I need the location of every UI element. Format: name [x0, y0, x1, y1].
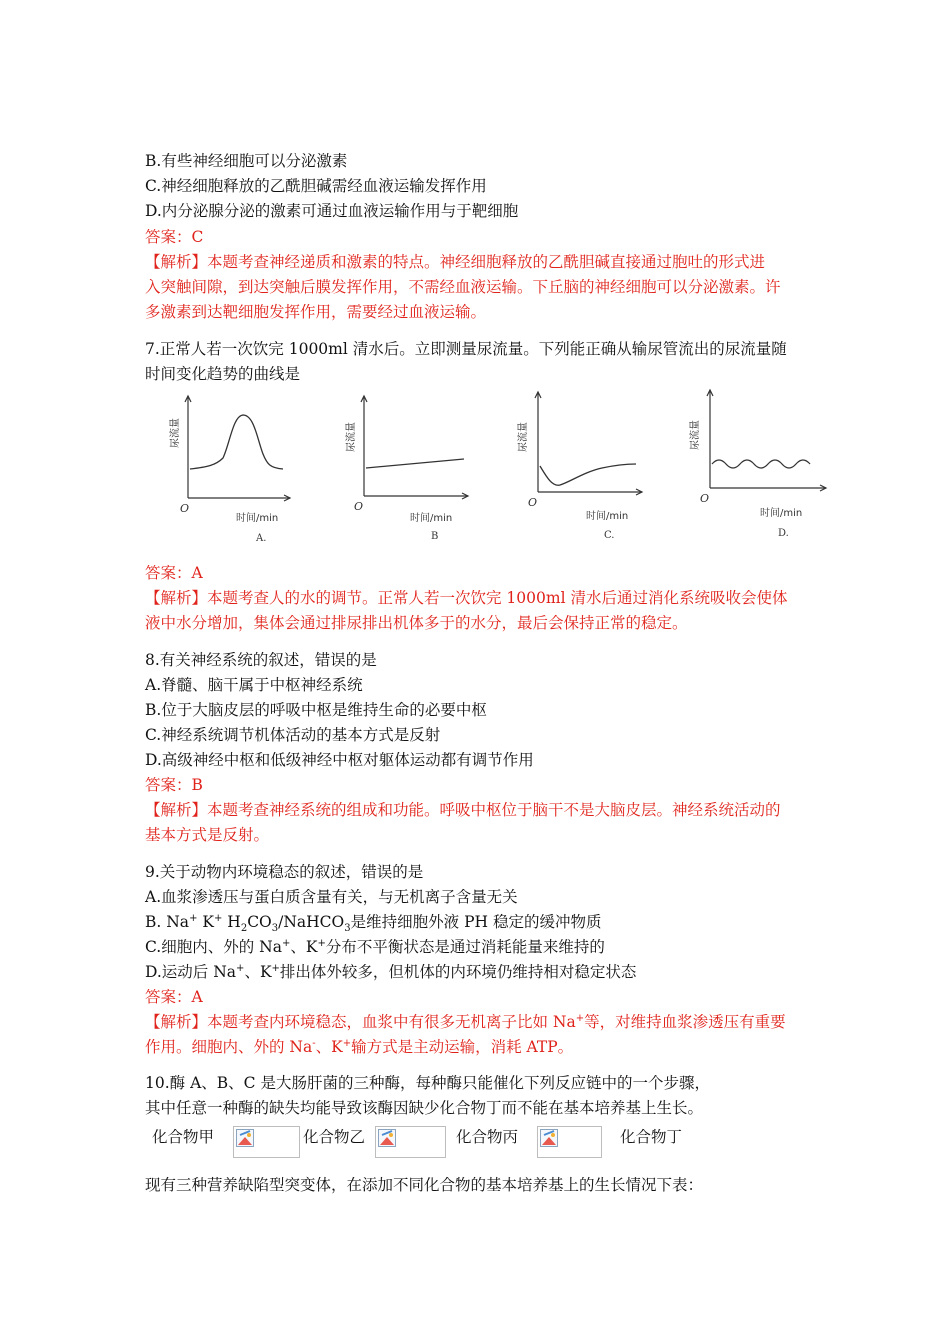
q6-option-b: B.有些神经细胞可以分泌激素 — [145, 152, 348, 170]
compound-jia: 化合物甲 — [152, 1128, 215, 1146]
q8-answer: 答案：B — [145, 776, 203, 794]
graph-d-ylabel: 尿流量 — [690, 420, 701, 450]
q9-stem: 9.关于动物内环境稳态的叙述，错误的是 — [145, 863, 424, 881]
q7-stem-line2: 时间变化趋势的曲线是 — [145, 365, 301, 383]
q7-analysis-line2: 液中水分增加，集体会通过排尿排出机体多于的水分，最后会保持正常的稳定。 — [145, 614, 688, 632]
q8-analysis-line1: 【解析】本题考查神经系统的组成和功能。呼吸中枢位于脑干不是大脑皮层。神经系统活动的 — [145, 801, 781, 819]
q8-option-d: D.高级神经中枢和低级神经中枢对躯体运动都有调节作用 — [145, 751, 534, 769]
graph-a-origin: O — [180, 502, 190, 515]
q9-analysis-line2: 作用。细胞内、外的 Na-、K+输方式是主动运输，消耗 ATP。 — [145, 1037, 574, 1056]
graph-d-caption: D. — [778, 528, 789, 539]
q9-analysis-line1: 【解析】本题考查内环境稳态，血浆中有很多无机离子比如 Na+等，对维持血浆渗透压有重要 — [145, 1012, 786, 1031]
graph-b-ylabel: 尿流量 — [346, 422, 357, 452]
graph-a-xlabel: 时间/min — [236, 513, 279, 524]
reaction-arrow-image-2 — [375, 1126, 446, 1158]
q9-option-d: D.运动后 Na+、K+排出体外较多，但机体的内环境仍维持相对稳定状态 — [145, 962, 637, 981]
graph-c — [512, 388, 646, 548]
graph-c-origin: O — [528, 496, 538, 509]
q6-analysis-line2: 入突触间隙，到达突触后膜发挥作用，不需经血液运输。下丘脑的神经细胞可以分泌激素。许 — [145, 278, 781, 296]
graph-c-plot — [512, 388, 646, 548]
graph-c-ylabel: 尿流量 — [518, 422, 529, 452]
broken-image-icon — [540, 1129, 558, 1147]
graph-b-plot — [340, 388, 470, 548]
reaction-arrow-image-3 — [537, 1126, 602, 1158]
reaction-arrow-image-1 — [233, 1126, 300, 1158]
q6-option-d: D.内分泌腺分泌的激素可通过血液运输作用与于靶细胞 — [145, 202, 519, 220]
q8-stem: 8.有关神经系统的叙述，错误的是 — [145, 651, 377, 669]
graph-b-xlabel: 时间/min — [410, 513, 453, 524]
q8-analysis-line2: 基本方式是反射。 — [145, 826, 270, 844]
q6-answer: 答案：C — [145, 228, 204, 246]
compound-ding: 化合物丁 — [620, 1128, 683, 1146]
broken-image-icon — [378, 1129, 396, 1147]
graph-c-curve — [540, 464, 636, 485]
q7-stem-line1: 7.正常人若一次饮完 1000ml 清水后。立即测量尿流量。下列能正确从输尿管流出的尿流量随 — [145, 340, 787, 358]
q6-analysis-line1: 【解析】本题考查神经递质和激素的特点。神经细胞释放的乙酰胆碱直接通过胞吐的形式进 — [145, 253, 766, 271]
q9-option-a: A.血浆渗透压与蛋白质含量有关，与无机离子含量无关 — [145, 888, 518, 906]
q9-option-b: B. Na+ K+ $H_2CO_3/NaHCO_3$是维持细胞外液 PH 稳定的缓冲物质 — [145, 912, 602, 935]
graph-c-xlabel: 时间/min — [586, 511, 629, 522]
q8-option-b: B.位于大脑皮层的呼吸中枢是维持生命的必要中枢 — [145, 701, 487, 719]
q10-stem-line2: 其中任意一种酶的缺失均能导致该酶因缺少化合物丁而不能在基本培养基上生长。 — [145, 1099, 704, 1117]
compound-yi: 化合物乙 — [303, 1128, 366, 1146]
q9-answer: 答案：A — [145, 988, 203, 1006]
graph-b-curve — [366, 459, 464, 468]
q7-analysis-line1: 【解析】本题考查人的水的调节。正常人若一次饮完 1000ml 清水后通过消化系统吸收会使体 — [145, 589, 788, 607]
graph-c-caption: C. — [604, 530, 615, 541]
graph-d-curve — [712, 460, 810, 468]
q9-option-c: C.细胞内、外的 Na+、K+分布不平衡状态是通过消耗能量来维持的 — [145, 937, 605, 956]
graph-a-caption: A. — [256, 533, 267, 544]
q8-option-c: C.神经系统调节机体活动的基本方式是反射 — [145, 726, 441, 744]
compound-bing: 化合物丙 — [456, 1128, 519, 1146]
q6-option-c: C.神经细胞释放的乙酰胆碱需经血液运输发挥作用 — [145, 177, 487, 195]
graph-d — [682, 388, 828, 548]
graph-a-curve — [190, 415, 283, 469]
q10-stem-line1: 10.酶 A、B、C 是大肠肝菌的三种酶，每种酶只能催化下列反应链中的一个步骤， — [145, 1074, 710, 1092]
graph-a-ylabel: 尿流量 — [170, 418, 181, 448]
q6-analysis-line3: 多激素到达靶细胞发挥作用，需要经过血液运输。 — [145, 303, 487, 321]
graph-a — [168, 388, 298, 548]
q7-answer: 答案：A — [145, 564, 203, 582]
graph-b-caption: B — [431, 531, 439, 542]
graph-d-origin: O — [700, 492, 710, 505]
graph-d-xlabel: 时间/min — [760, 508, 803, 519]
graph-a-plot — [168, 388, 298, 548]
broken-image-icon — [236, 1129, 254, 1147]
graph-b-origin: O — [354, 500, 364, 513]
q8-option-a: A.脊髓、脑干属于中枢神经系统 — [145, 676, 363, 694]
q10-table-intro: 现有三种营养缺陷型突变体，在添加不同化合物的基本培养基上的生长情况下表： — [145, 1176, 704, 1194]
graph-b — [340, 388, 470, 548]
graph-d-plot — [682, 388, 828, 548]
